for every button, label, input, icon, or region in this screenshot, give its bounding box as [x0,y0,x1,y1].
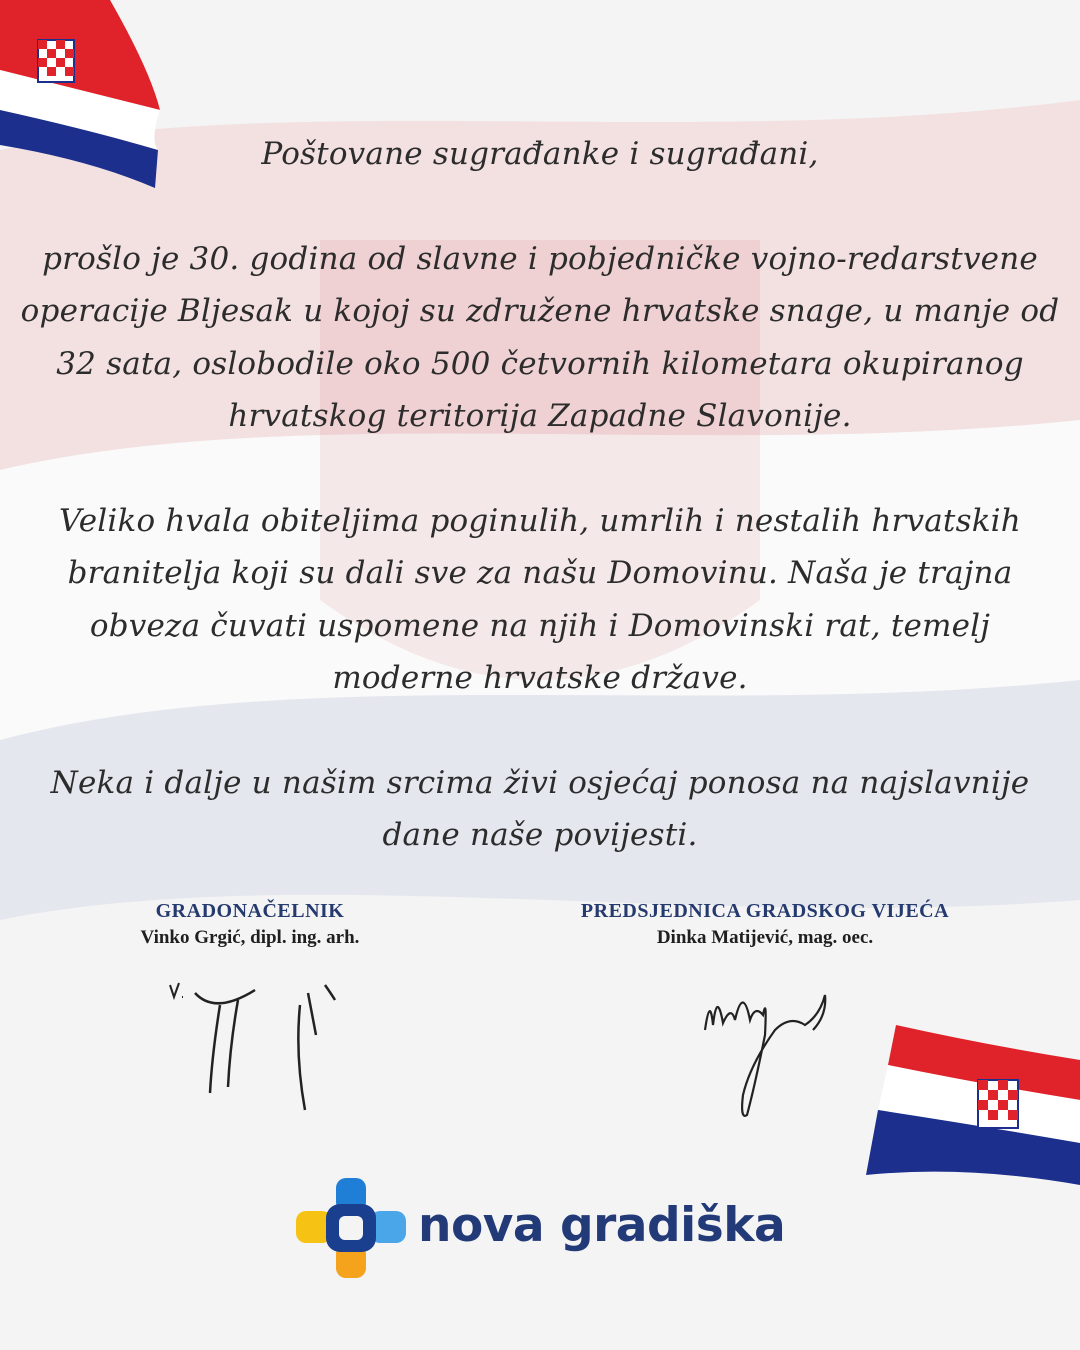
letter-paragraph: Neka i dalje u našim srcima živi osjećaj ponosa na najslavnije dane naše povijesti. [50,764,1030,853]
signatory-name: Dinka Matijević, mag. oec. [656,927,874,948]
signature-mark [695,975,835,1125]
letter-paragraph: prošlo je 30. godina od slavne i pobjedničke vojno-redarstvene operacije Bljesak u kojoj su združene hrvatske snage, u manje od 32 sata, oslobodile oko 500 četvornih kilometara okupiranog hrvatskog teritorija Zapadne Slavonije. [20,240,1060,434]
signatory-name: Vinko Grgić, dipl. ing. arh. [140,927,360,948]
logo-wordmark: nova gradiška [418,1198,786,1253]
signature-block-council-president [540,900,990,949]
nova-gradiska-logo-mark-icon [296,1178,406,1278]
letter-greeting: Poštovane sugrađanke i sugrađani, [261,136,819,172]
signature-block-mayor [80,900,420,949]
letter-paragraph: Veliko hvala obiteljima poginulih, umrlih i nestalih hrvatskih branitelja koji su dali sve za našu Domovinu. Naša je trajna obveza čuvati uspomene na njih i Domovinski rat, temelj moderne hrvatske države. [59,502,1021,696]
signatory-role: PREDSJEDNICA GRADSKOG VIJEĆA [580,900,950,922]
letter-body [20,128,1060,914]
croatian-flag-icon [866,1025,1080,1185]
signatory-role: GRADONAČELNIK [155,900,345,922]
signature-mark [160,975,360,1115]
nova-gradiska-logo [296,1178,786,1278]
